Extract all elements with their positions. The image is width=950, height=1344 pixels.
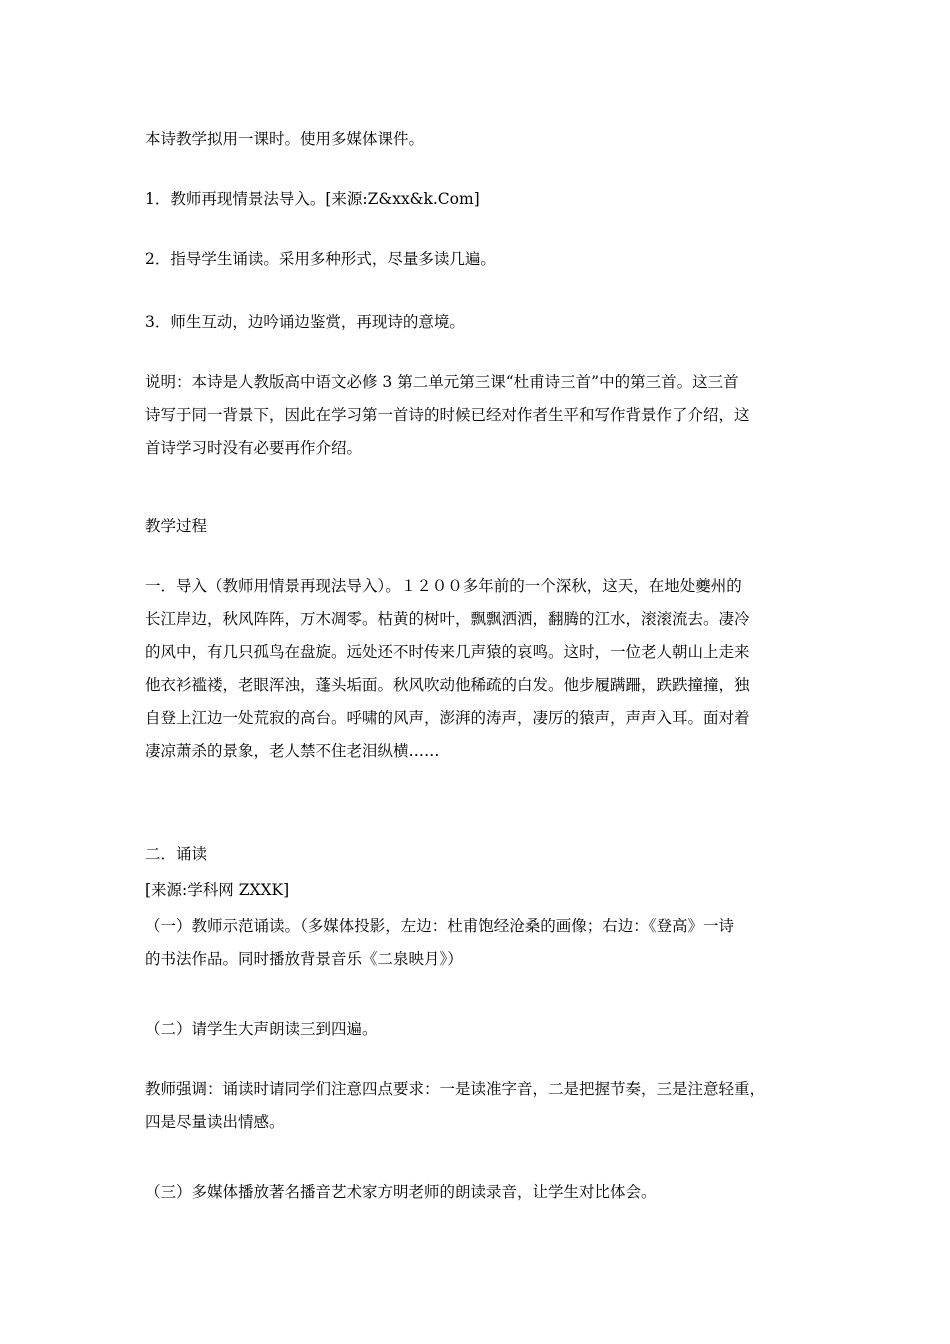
section-1-line: 他衣衫褴褛，老眼浑浊，蓬头垢面。秋风吹动他稀疏的白发。他步履蹒跚，跌跌撞撞，独 (145, 676, 750, 694)
section-2-heading: 二．诵读 (145, 845, 208, 863)
emphasis-line: 四是尽量读出情感。 (145, 1113, 285, 1131)
sub-section-1-line: 的书法作品。同时播放背景音乐《二泉映月》） (145, 950, 463, 968)
section-1-line: 的风中，有几只孤鸟在盘旋。远处还不时传来几声猿的哀鸣。这时，一位老人朝山上走来 (145, 643, 750, 661)
sub-section-3: （三）多媒体播放著名播音艺术家方明老师的朗读录音，让学生对比体会。 (145, 1183, 657, 1201)
step-2: 2．指导学生诵读。采用多种形式，尽量多读几遍。 (145, 250, 496, 268)
note-line: 说明：本诗是人教版高中语文必修 3 第二单元第三课“杜甫诗三首”中的第三首。这三首 (145, 373, 739, 391)
section-1-line: 凄凉萧杀的景象，老人禁不住老泪纵横…… (145, 742, 440, 760)
section-1-line: 一．导入（教师用情景再现法导入）。１２００多年前的一个深秋，这天，在地处夔州的 (145, 577, 742, 595)
emphasis-line: 教师强调：诵读时请同学们注意四点要求：一是读准字音，二是把握节奏，三是注意轻重， (145, 1080, 766, 1098)
note-line: 首诗学习时没有必要再作介绍。 (145, 439, 363, 457)
section-1-line: 长江岸边，秋风阵阵，万木凋零。枯黄的树叶，飘飘洒洒，翻腾的江水，滚滚流去。凄冷 (145, 610, 750, 628)
section-1-paragraph (145, 570, 810, 768)
emphasis-paragraph (145, 1073, 810, 1139)
sub-section-1-line: （一）教师示范诵读。（多媒体投影，左边：杜甫饱经沧桑的画像；右边：《登高》一诗 (145, 917, 735, 935)
note-paragraph (145, 366, 810, 465)
sub-section-1 (145, 910, 810, 976)
sub-section-2: （二）请学生大声朗读三到四遍。 (145, 1020, 378, 1038)
source-tag: [来源:学科网 ZXXK] (145, 881, 290, 899)
intro-paragraph: 本诗教学拟用一课时。使用多媒体课件。 (145, 130, 425, 148)
step-3: 3．师生互动，边吟诵边鉴赏，再现诗的意境。 (145, 313, 465, 331)
step-1: 1．教师再现情景法导入。[来源:Z&xx&k.Com] (145, 190, 480, 208)
section-1-line: 自登上江边一处荒寂的高台。呼啸的风声，澎湃的涛声，凄厉的猿声，声声入耳。面对着 (145, 709, 750, 727)
note-line: 诗写于同一背景下，因此在学习第一首诗的时候已经对作者生平和写作背景作了介绍，这 (145, 406, 750, 424)
process-heading: 教学过程 (145, 517, 208, 535)
